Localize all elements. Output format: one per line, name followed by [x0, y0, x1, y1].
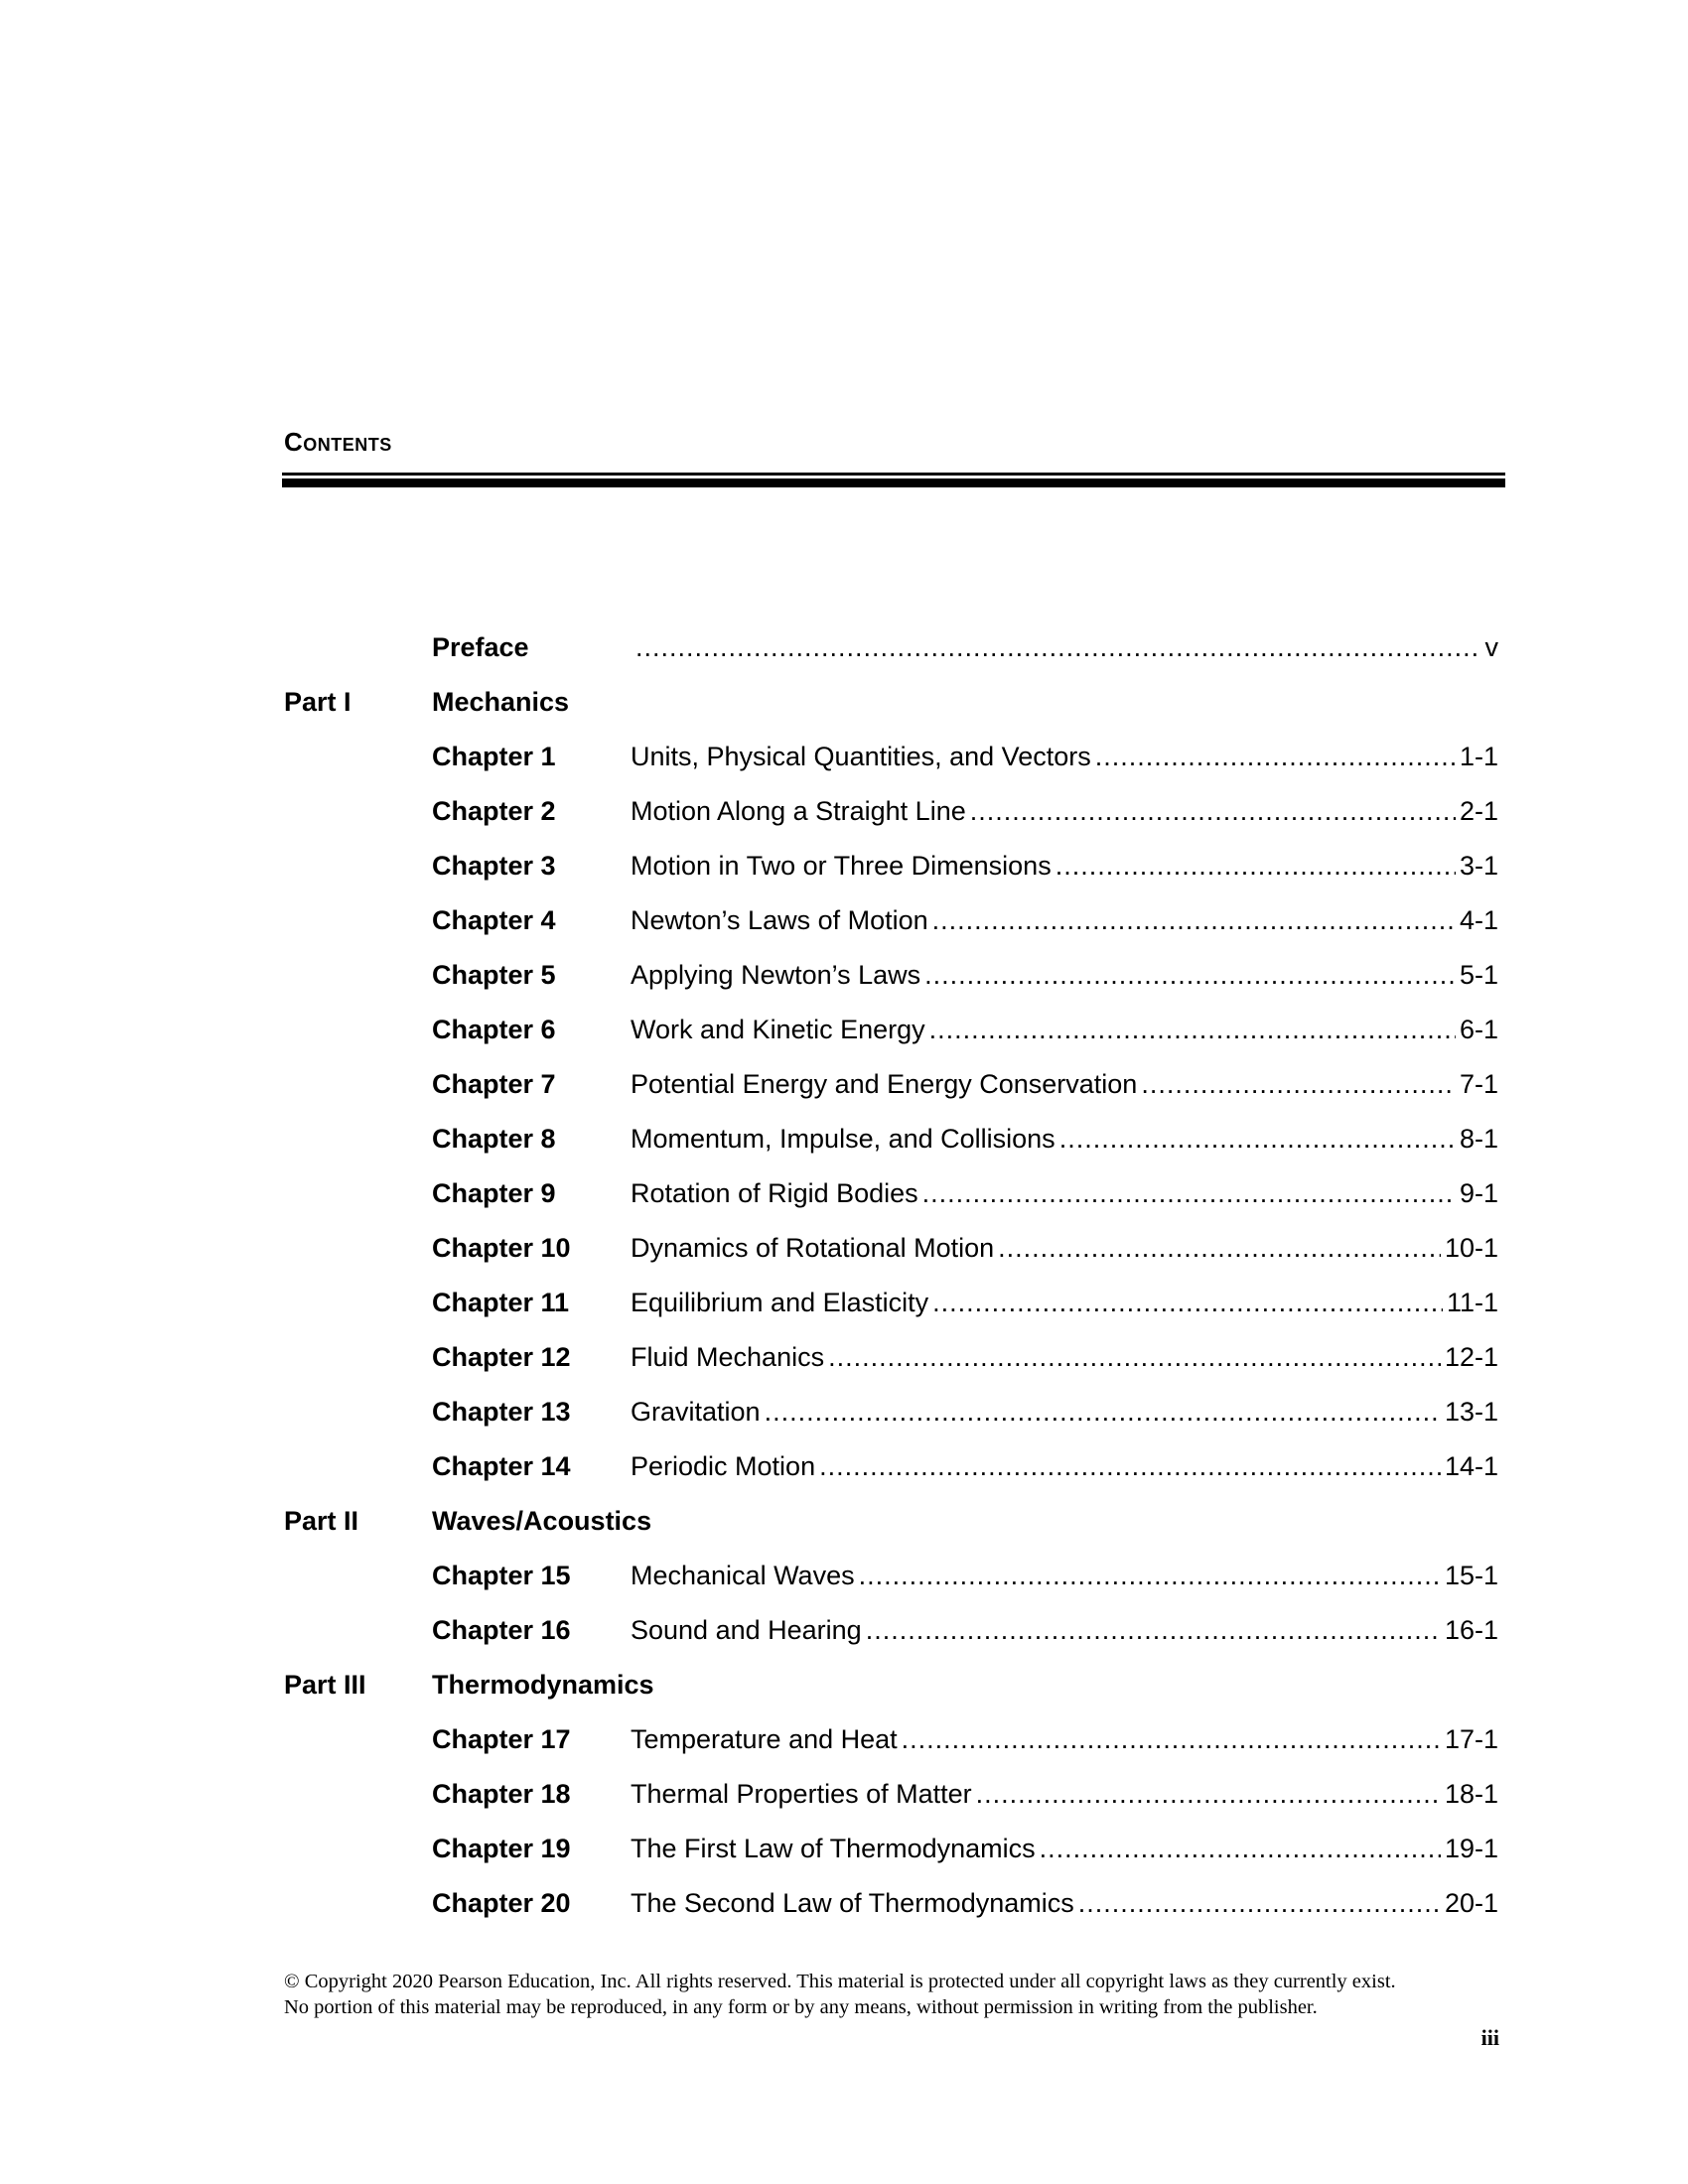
toc-row-chapter[interactable] — [0, 1283, 1688, 1322]
toc-row-chapter[interactable] — [0, 1556, 1688, 1595]
chapter-page: 16-1 — [1444, 1615, 1498, 1645]
chapter-title: Sound and Hearing — [631, 1615, 862, 1645]
part-label: Part III — [284, 1670, 366, 1700]
title-rule-thin — [282, 473, 1505, 476]
chapter-entry — [631, 1010, 1498, 1049]
toc-row-chapter[interactable] — [0, 1774, 1688, 1814]
toc-row-chapter[interactable] — [0, 1010, 1688, 1049]
dot-leader — [976, 1774, 1441, 1814]
toc-row-chapter[interactable] — [0, 1829, 1688, 1868]
dot-leader — [828, 1337, 1441, 1377]
chapter-title: Units, Physical Quantities, and Vectors — [631, 742, 1091, 771]
chapter-entry — [631, 1064, 1498, 1104]
dot-leader — [1141, 1064, 1456, 1104]
part-title: Thermodynamics — [432, 1670, 654, 1700]
chapter-title: Motion in Two or Three Dimensions — [631, 851, 1052, 881]
chapter-page: 9-1 — [1459, 1178, 1498, 1208]
chapter-title: Fluid Mechanics — [631, 1342, 825, 1372]
chapter-label: Chapter 20 — [432, 1888, 571, 1918]
chapter-page: 18-1 — [1444, 1779, 1498, 1809]
part-label: Part II — [284, 1506, 359, 1536]
chapter-entry — [631, 1719, 1498, 1759]
copyright-line-2: No portion of this material may be reproduced, in any form or by any means, without permission in writing from the publisher. — [284, 1996, 1318, 2018]
chapter-page: 6-1 — [1459, 1015, 1498, 1044]
toc-row-chapter[interactable] — [0, 955, 1688, 995]
chapter-label: Chapter 8 — [432, 1124, 556, 1154]
chapter-entry — [631, 846, 1498, 886]
chapter-title: Newton’s Laws of Motion — [631, 905, 928, 935]
chapter-page: 7-1 — [1459, 1069, 1498, 1099]
chapter-label: Chapter 19 — [432, 1834, 571, 1863]
page-title: Contents — [284, 427, 392, 457]
dot-leader — [970, 791, 1456, 831]
chapter-page: 12-1 — [1444, 1342, 1498, 1372]
dot-leader — [932, 900, 1456, 940]
chapter-entry — [631, 791, 1498, 831]
chapter-page: 8-1 — [1459, 1124, 1498, 1154]
chapter-title: Periodic Motion — [631, 1451, 816, 1481]
chapter-page: 1-1 — [1459, 742, 1498, 771]
chapter-label: Chapter 13 — [432, 1397, 571, 1427]
part-title: Waves/Acoustics — [432, 1506, 652, 1536]
dot-leader — [929, 1010, 1456, 1049]
toc-row-chapter[interactable] — [0, 900, 1688, 940]
chapter-title: Work and Kinetic Energy — [631, 1015, 925, 1044]
dot-leader — [998, 1228, 1441, 1268]
chapter-label: Chapter 1 — [432, 742, 556, 771]
chapter-label: Chapter 14 — [432, 1451, 571, 1481]
chapter-title: Rotation of Rigid Bodies — [631, 1178, 918, 1208]
chapter-page: 11-1 — [1446, 1288, 1498, 1317]
chapter-label: Chapter 17 — [432, 1724, 571, 1754]
chapter-title: Gravitation — [631, 1397, 761, 1427]
dot-leader — [932, 1283, 1443, 1322]
chapter-page: 15-1 — [1444, 1561, 1498, 1590]
chapter-label: Chapter 10 — [432, 1233, 571, 1263]
chapter-page: 5-1 — [1459, 960, 1498, 990]
dot-leader — [859, 1556, 1441, 1595]
chapter-title: Equilibrium and Elasticity — [631, 1288, 929, 1317]
part-title: Mechanics — [432, 687, 570, 717]
chapter-entry — [631, 1228, 1498, 1268]
dot-leader — [924, 955, 1456, 995]
chapter-label: Chapter 5 — [432, 960, 556, 990]
toc-row-chapter[interactable] — [0, 846, 1688, 886]
chapter-entry — [631, 1829, 1498, 1868]
chapter-page: 13-1 — [1444, 1397, 1498, 1427]
copyright-line-1: © Copyright 2020 Pearson Education, Inc. All rights reserved. This material is protected under all copyright laws as they currently exist. — [284, 1971, 1396, 1992]
title-rule-thick — [282, 478, 1505, 487]
dot-leader — [1059, 1119, 1456, 1159]
toc-row-chapter[interactable] — [0, 1883, 1688, 1923]
chapter-entry — [631, 1883, 1498, 1923]
dot-leader — [1078, 1883, 1441, 1923]
toc-row-chapter[interactable] — [0, 1719, 1688, 1759]
dot-leader — [1040, 1829, 1441, 1868]
toc-row-preface[interactable] — [0, 627, 1688, 667]
chapter-title: Mechanical Waves — [631, 1561, 855, 1590]
chapter-label: Chapter 3 — [432, 851, 556, 881]
toc-row-chapter[interactable] — [0, 1610, 1688, 1650]
chapter-title: Applying Newton’s Laws — [631, 960, 921, 990]
chapter-page: 20-1 — [1444, 1888, 1498, 1918]
chapter-title: Motion Along a Straight Line — [631, 796, 966, 826]
chapter-page: 2-1 — [1459, 796, 1498, 826]
chapter-entry — [631, 1610, 1498, 1650]
chapter-entry — [631, 1283, 1498, 1322]
chapter-page: 14-1 — [1444, 1451, 1498, 1481]
chapter-title: Dynamics of Rotational Motion — [631, 1233, 995, 1263]
part-heading — [0, 1665, 1688, 1705]
chapter-page: 4-1 — [1459, 905, 1498, 935]
dot-leader — [922, 1173, 1456, 1213]
preface-page: v — [1484, 632, 1498, 662]
chapter-label: Chapter 16 — [432, 1615, 571, 1645]
chapter-entry — [631, 1446, 1498, 1486]
chapter-page: 17-1 — [1444, 1724, 1498, 1754]
chapter-label: Chapter 9 — [432, 1178, 556, 1208]
toc-row-chapter[interactable] — [0, 1119, 1688, 1159]
dot-leader — [635, 627, 1481, 667]
toc-row-chapter[interactable] — [0, 1337, 1688, 1377]
dot-leader — [902, 1719, 1441, 1759]
chapter-entry — [631, 1774, 1498, 1814]
chapter-title: The Second Law of Thermodynamics — [631, 1888, 1074, 1918]
chapter-title: Momentum, Impulse, and Collisions — [631, 1124, 1055, 1154]
dot-leader — [1055, 846, 1456, 886]
toc-row-chapter[interactable] — [0, 1228, 1688, 1268]
chapter-entry — [631, 900, 1498, 940]
toc-row-chapter[interactable] — [0, 1173, 1688, 1213]
chapter-page: 10-1 — [1444, 1233, 1498, 1263]
toc-row-chapter[interactable] — [0, 1392, 1688, 1432]
chapter-entry — [631, 1337, 1498, 1377]
toc-row-chapter[interactable] — [0, 791, 1688, 831]
preface-label: Preface — [432, 632, 529, 662]
toc-row-chapter[interactable] — [0, 737, 1688, 776]
chapter-title: Temperature and Heat — [631, 1724, 898, 1754]
chapter-label: Chapter 6 — [432, 1015, 556, 1044]
chapter-title: The First Law of Thermodynamics — [631, 1834, 1036, 1863]
chapter-entry — [631, 1173, 1498, 1213]
preface-entry — [635, 627, 1498, 667]
page-number: iii — [1480, 2025, 1499, 2050]
chapter-label: Chapter 2 — [432, 796, 556, 826]
toc-row-chapter[interactable] — [0, 1446, 1688, 1486]
chapter-entry — [631, 1119, 1498, 1159]
chapter-label: Chapter 12 — [432, 1342, 571, 1372]
chapter-label: Chapter 11 — [432, 1288, 570, 1317]
chapter-entry — [631, 1392, 1498, 1432]
part-label: Part I — [284, 687, 352, 717]
part-heading — [0, 682, 1688, 722]
dot-leader — [866, 1610, 1441, 1650]
chapter-title: Thermal Properties of Matter — [631, 1779, 972, 1809]
chapter-label: Chapter 4 — [432, 905, 556, 935]
part-heading — [0, 1501, 1688, 1541]
dot-leader — [819, 1446, 1441, 1486]
dot-leader — [1095, 737, 1456, 776]
chapter-page: 19-1 — [1444, 1834, 1498, 1863]
chapter-label: Chapter 15 — [432, 1561, 571, 1590]
copyright-notice — [284, 1969, 1505, 2020]
chapter-page: 3-1 — [1459, 851, 1498, 881]
chapter-label: Chapter 7 — [432, 1069, 556, 1099]
chapter-entry — [631, 955, 1498, 995]
chapter-label: Chapter 18 — [432, 1779, 571, 1809]
toc-row-chapter[interactable] — [0, 1064, 1688, 1104]
chapter-entry — [631, 737, 1498, 776]
chapter-title: Potential Energy and Energy Conservation — [631, 1069, 1138, 1099]
dot-leader — [765, 1392, 1441, 1432]
chapter-entry — [631, 1556, 1498, 1595]
